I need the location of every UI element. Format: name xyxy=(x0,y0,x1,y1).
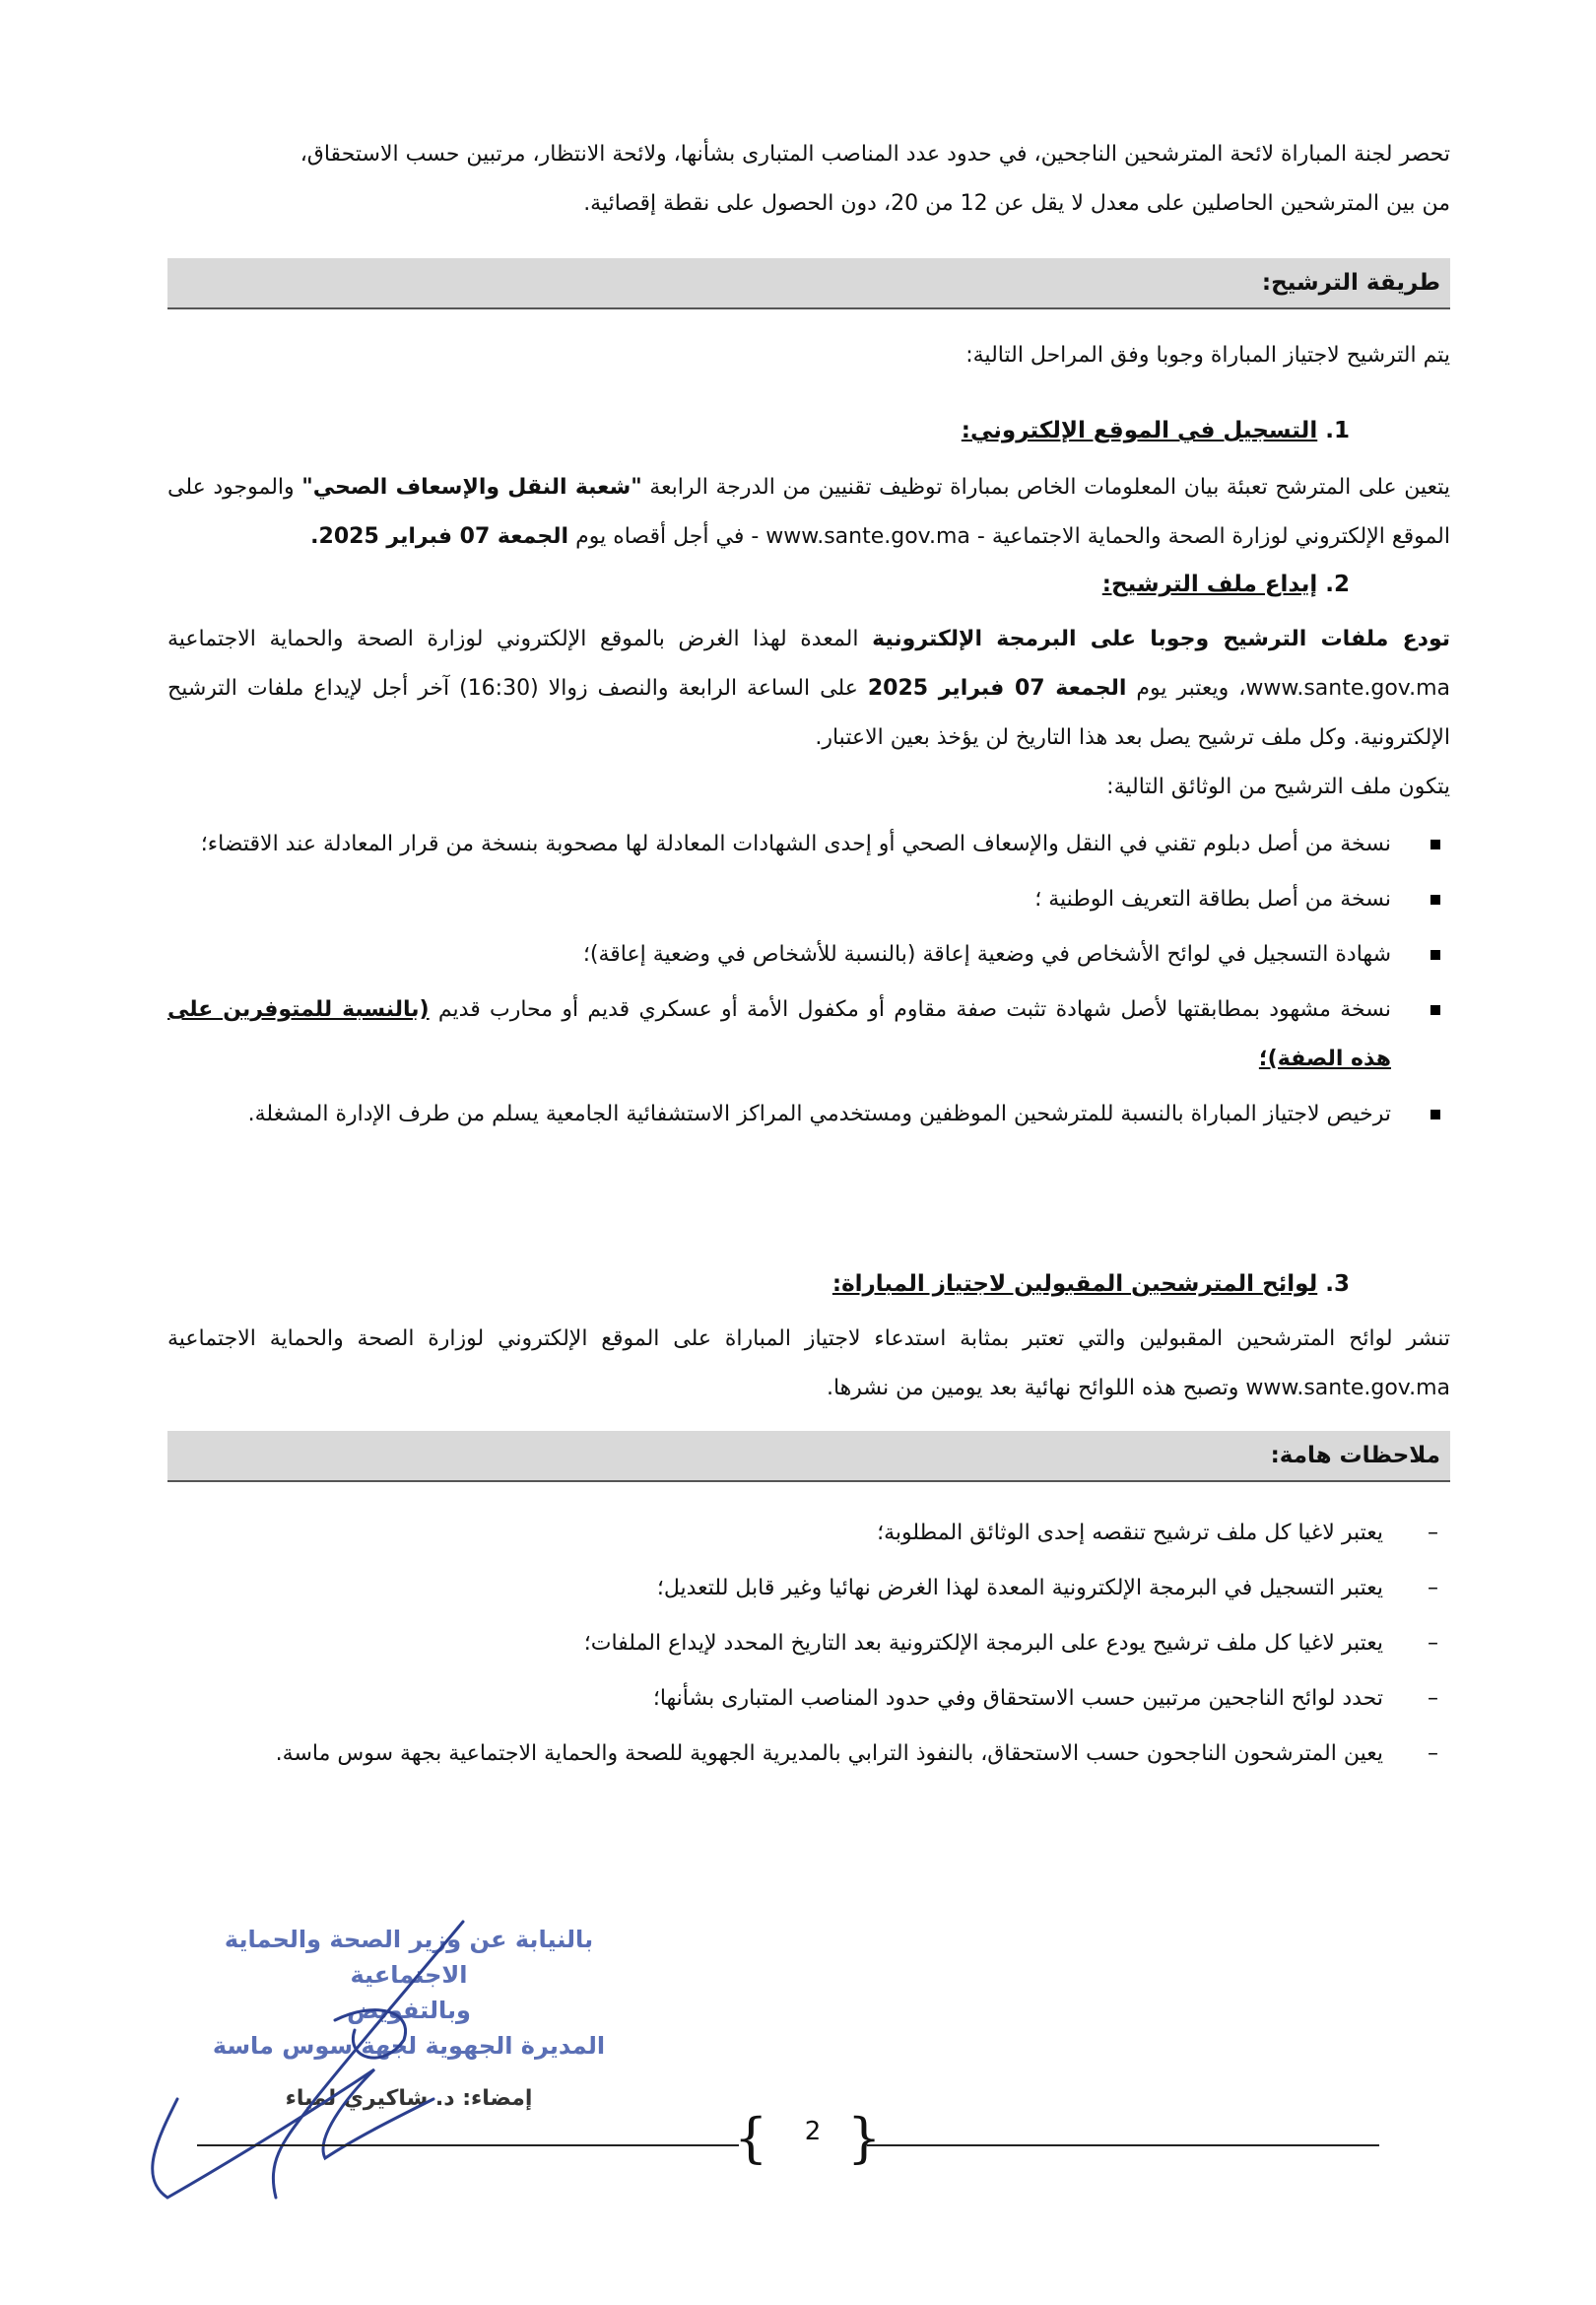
step-3-paragraph xyxy=(167,1315,1450,1413)
note-text: يعتبر لاغيا كل ملف ترشيح يودع على البرمجة الإلكترونية بعد التاريخ المحدد لإيداع الملفات؛ xyxy=(583,1631,1383,1656)
list-item xyxy=(167,1671,1450,1727)
document-text: شهادة التسجيل في لوائح الأشخاص في وضعية إعاقة (بالنسبة للأشخاص في وضعية إعاقة)؛ xyxy=(582,942,1391,967)
footer-rule-right xyxy=(867,2144,1379,2146)
square-bullet-icon xyxy=(1430,950,1440,960)
step-1-title: التسجيل في الموقع الإلكتروني: xyxy=(961,418,1318,443)
list-item xyxy=(167,1090,1450,1139)
step-2-text-b: على الساعة الرابعة والنصف زوالا (16:30) آخر أجل لإيداع ملفات الترشيح الإلكترونية. وكل ملف ترشيح يصل بعد هذا التاريخ لن يؤخذ بعين الاعتبار. xyxy=(167,676,1450,750)
dash-bullet-icon: – xyxy=(1428,1686,1438,1711)
list-item xyxy=(167,985,1450,1084)
dash-bullet-icon: – xyxy=(1428,1576,1438,1600)
step-1-text-a: يتعين على المترشح تعبئة بيان المعلومات الخاص بمباراة توظيف تقنيين من الدرجة الرابعة xyxy=(641,475,1450,500)
square-bullet-icon xyxy=(1430,1005,1440,1015)
step-1-paragraph xyxy=(167,463,1450,562)
note-text: يعين المترشحون الناجحون حسب الاستحقاق، بالنفوذ الترابي بالمديرية الجهوية للصحة والحماية الاجتماعية بجهة سوس ماسة. xyxy=(275,1741,1383,1766)
dash-bullet-icon: – xyxy=(1428,1521,1438,1545)
dash-bullet-icon: – xyxy=(1428,1741,1438,1766)
list-item xyxy=(167,1727,1450,1782)
list-item xyxy=(167,820,1450,869)
stamp-line-2: وبالتفويض xyxy=(347,1997,471,2024)
stamp-line-3: المديرة الجهوية لجهة سوس ماسة xyxy=(212,2032,606,2060)
step-3-number: 3. xyxy=(1325,1271,1350,1297)
documents-intro: يتكون ملف الترشيح من الوثائق التالية: xyxy=(1106,775,1450,799)
square-bullet-icon xyxy=(1430,1110,1440,1119)
square-bullet-icon xyxy=(1430,840,1440,849)
step-3-text: تنشر لوائح المترشحين المقبولين والتي تعتبر بمثابة استدعاء لاجتياز المباراة على الموقع الإلكتروني لوزارة الصحة والحماية الاجتماعية www.sante.gov.ma وتصبح هذه اللوائح نهائية بعد يومين من نشرها. xyxy=(167,1326,1450,1400)
section-heading-application-method xyxy=(167,258,1450,309)
footer-rule-left xyxy=(197,2144,739,2146)
application-intro-text: يتم الترشيح لاجتياز المباراة وجوبا وفق المراحل التالية: xyxy=(965,343,1450,368)
section-heading-text: طريقة الترشيح: xyxy=(1261,270,1440,296)
section-heading-text: ملاحظات هامة: xyxy=(1270,1443,1440,1468)
step-2-deadline: الجمعة 07 فبراير 2025 xyxy=(867,676,1127,701)
step-1-text-bold: "شعبة النقل والإسعاف الصحي" xyxy=(301,475,642,500)
step-1-text-b: والموجود على الموقع الإلكتروني لوزارة الصحة والحماية الاجتماعية - www.sante.gov.ma - في أجل أقصاه يوم xyxy=(167,475,1450,549)
document-text: نسخة من أصل دبلوم تقني في النقل والإسعاف الصحي أو إحدى الشهادات المعادلة لها مصحوبة بنسخة من قرار المعادلة عند الاقتضاء؛ xyxy=(200,832,1391,856)
step-1-heading xyxy=(962,418,1350,443)
list-item xyxy=(167,875,1450,924)
dash-bullet-icon: – xyxy=(1428,1631,1438,1656)
square-bullet-icon xyxy=(1430,895,1440,905)
stamp-line-4: إمضاء: د. شاكيري لمياء xyxy=(285,2086,533,2111)
documents-list xyxy=(167,820,1450,1145)
step-3-title: لوائح المترشحين المقبولين لاجتياز المباراة: xyxy=(831,1271,1318,1297)
step-2-number: 2. xyxy=(1325,572,1350,597)
document-text: ترخيص لاجتياز المباراة بالنسبة للمترشحين الموظفين ومستخدمي المراكز الاستشفائية الجامعية يسلم من طرف الإدارة المشغلة. xyxy=(247,1102,1391,1126)
section-heading-important-notes xyxy=(167,1431,1450,1482)
handwritten-signature xyxy=(118,1902,532,2217)
notes-list xyxy=(167,1506,1450,1782)
stamp-line-1: بالنيابة عن وزير الصحة والحماية الاجتماعية xyxy=(224,1926,594,1989)
step-2-title: إيداع ملف الترشيح: xyxy=(1101,572,1318,597)
step-2-heading xyxy=(1102,572,1350,597)
intro-line-1: تحصر لجنة المباراة لائحة المترشحين الناجحين، في حدود عدد المناصب المتبارى بشأنها، ولائحة الانتظار، مرتبين حسب الاستحقاق، xyxy=(299,142,1450,167)
list-item xyxy=(167,930,1450,980)
step-2-paragraph xyxy=(167,615,1450,812)
footer-brace-right: } xyxy=(847,2107,882,2169)
list-item xyxy=(167,1506,1450,1561)
step-1-number: 1. xyxy=(1325,418,1350,443)
step-2-text-a: المعدة لهذا الغرض بالموقع الإلكتروني لوزارة الصحة والحماية الاجتماعية www.sante.gov.ma، ويعتبر يوم xyxy=(167,627,1451,701)
document-text: نسخة مشهود بمطابقتها لأصل شهادة تثبت صفة مقاوم أو مكفول الأمة أو عسكري قديم أو محارب قديم xyxy=(429,997,1391,1022)
document-text: نسخة من أصل بطاقة التعريف الوطنية ؛ xyxy=(1034,887,1391,912)
step-2-text-bold: تودع ملفات الترشيح وجوبا على البرمجة الإلكترونية xyxy=(872,627,1450,651)
note-text: تحدد لوائح الناجحين مرتبين حسب الاستحقاق وفي حدود المناصب المتبارى بشأنها؛ xyxy=(652,1686,1383,1711)
intro-line-2: من بين المترشحين الحاصلين على معدل لا يقل عن 12 من 20، دون الحصول على نقطة إقصائية. xyxy=(583,191,1450,216)
page-number: 2 xyxy=(804,2117,822,2146)
list-item xyxy=(167,1561,1450,1616)
note-text: يعتبر التسجيل في البرمجة الإلكترونية المعدة لهذا الغرض نهائيا وغير قابل للتعديل؛ xyxy=(656,1576,1383,1600)
application-intro xyxy=(167,331,1450,380)
step-3-heading xyxy=(832,1271,1350,1297)
footer-brace-left: { xyxy=(734,2107,768,2169)
list-item xyxy=(167,1616,1450,1671)
step-1-deadline: الجمعة 07 فبراير 2025. xyxy=(310,524,569,549)
document-note: (بالنسبة للمتوفرين على هذه الصفة)؛ xyxy=(167,997,1391,1071)
note-text: يعتبر لاغيا كل ملف ترشيح تنقصه إحدى الوثائق المطلوبة؛ xyxy=(877,1521,1383,1545)
intro-paragraph xyxy=(167,130,1450,229)
